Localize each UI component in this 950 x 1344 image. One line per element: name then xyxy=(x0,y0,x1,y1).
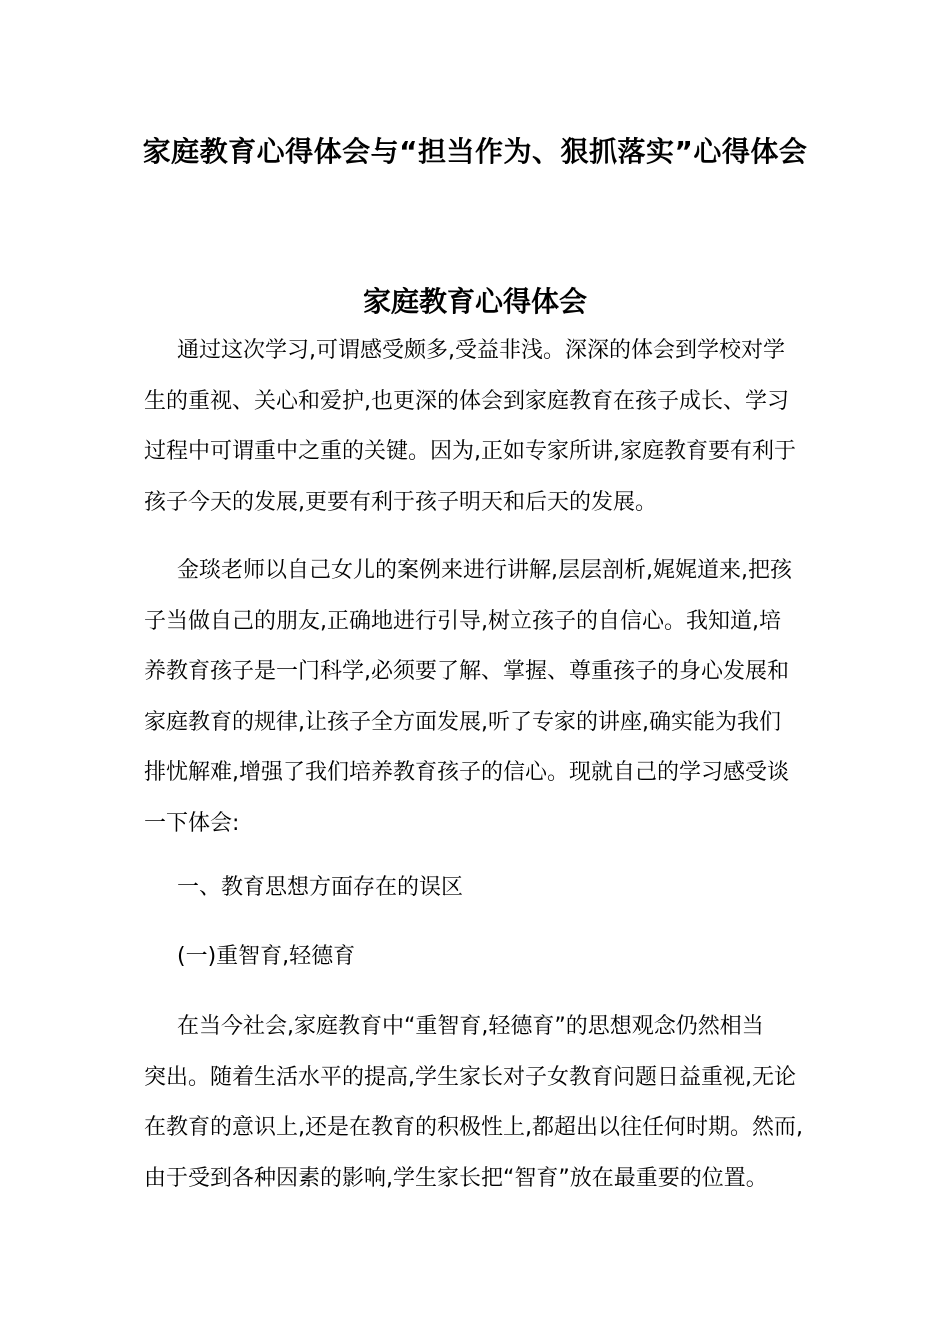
paragraph-2 xyxy=(144,546,808,849)
paragraph-line: 通过这次学习,可谓感受颇多,受益非浅。深深的体会到学校对学 xyxy=(177,338,785,363)
subheading-intellect-over-morals xyxy=(144,932,808,983)
paragraph-line: 生的重视、关心和爱护,也更深的体会到家庭教育在孩子成长、学习 xyxy=(144,388,789,414)
paragraph-line: 家庭教育的规律,让孩子全方面发展,听了专家的讲座,确实能为我们 xyxy=(144,709,781,735)
paragraph-line: 排忧解难,增强了我们培养教育孩子的信心。现就自己的学习感受谈 xyxy=(144,760,789,785)
paragraph-line: (一)重智育,轻德育 xyxy=(177,944,356,969)
document-title: 家庭教育心得体会与“担当作为、狠抓落实”心得体会 xyxy=(142,135,808,168)
paragraph-line: 由于受到各种因素的影响,学生家长把“智育”放在最重要的位置。 xyxy=(144,1165,768,1191)
paragraph-line: 金琰老师以自己女儿的案例来进行讲解,层层剖析,娓娓道来,把孩 xyxy=(177,558,792,583)
paragraph-5 xyxy=(144,1002,808,1204)
paragraph-line: 子当做自己的朋友,正确地进行引导,树立孩子的自信心。我知道,培 xyxy=(144,608,781,634)
paragraph-line: 孩子今天的发展,更要有利于孩子明天和后天的发展。 xyxy=(144,489,657,515)
section-title: 家庭教育心得体会 xyxy=(362,285,587,318)
paragraph-line: 养教育孩子是一门科学,必须要了解、掌握、尊重孩子的身心发展和 xyxy=(144,659,789,684)
paragraph-line: 一、教育思想方面存在的误区 xyxy=(177,875,464,900)
paragraph-line: 在当今社会,家庭教育中“重智育,轻德育”的思想观念仍然相当 xyxy=(177,1014,764,1039)
paragraph-line: 在教育的意识上,还是在教育的积极性上,都超出以往任何时期。然而, xyxy=(144,1115,803,1140)
paragraph-1 xyxy=(144,326,808,528)
paragraph-line: 过程中可谓重中之重的关键。因为,正如专家所讲,家庭教育要有利于 xyxy=(144,439,796,464)
paragraph-line: 一下体会: xyxy=(144,810,240,836)
paragraph-line: 突出。随着生活水平的提高,学生家长对子女教育问题日益重视,无论 xyxy=(144,1064,796,1090)
heading-misconceptions xyxy=(144,863,808,914)
